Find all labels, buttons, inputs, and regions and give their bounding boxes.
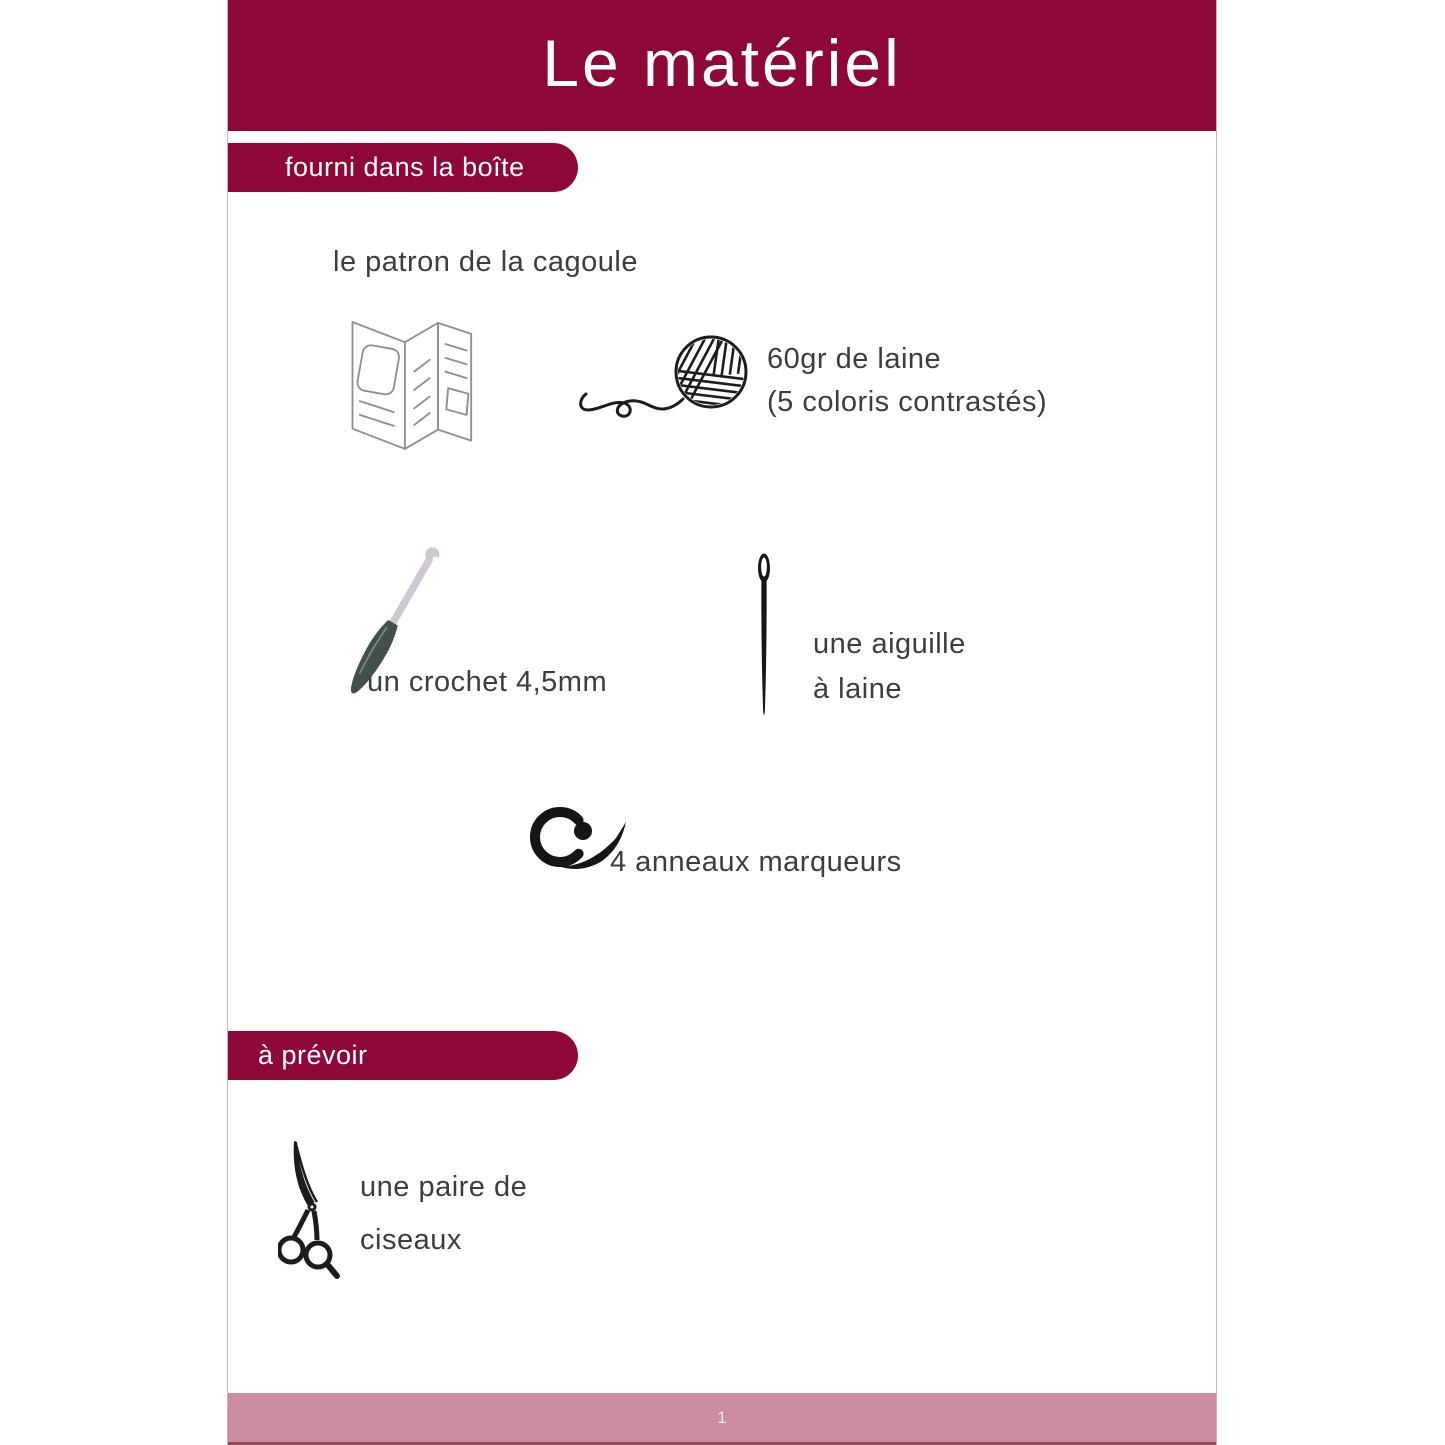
page-header <box>228 0 1216 131</box>
document-page <box>227 0 1217 1445</box>
scissors-label <box>360 1161 527 1267</box>
yarn-label <box>767 338 1047 424</box>
needle-label-line2: à laine <box>813 673 902 705</box>
scissors-label-line1: une paire de <box>360 1171 528 1203</box>
page-footer <box>228 1393 1216 1445</box>
scissors-icon <box>278 1138 358 1283</box>
yarn-label-line2: (5 coloris contrastés) <box>767 386 1048 418</box>
yarn-ball-icon <box>578 330 763 430</box>
page-number: 1 <box>717 1407 727 1427</box>
wool-needle-icon <box>752 552 776 718</box>
needle-label-line1: une aiguille <box>813 628 966 660</box>
needle-label <box>813 622 966 712</box>
markers-label: 4 anneaux marqueurs <box>610 846 902 878</box>
hook-label: un crochet 4,5mm <box>367 666 608 698</box>
trifold-pattern-icon <box>335 304 473 454</box>
yarn-label-line1: 60gr de laine <box>767 343 942 375</box>
scissors-label-line2: ciseaux <box>360 1224 462 1256</box>
section-badge-provided <box>228 143 578 192</box>
section-badge-label: à prévoir <box>258 1040 368 1070</box>
section-badge-to-provide <box>228 1031 578 1080</box>
pattern-label: le patron de la cagoule <box>333 246 638 278</box>
section-badge-label: fourni dans la boîte <box>285 152 525 182</box>
page-title: Le matériel <box>542 25 902 100</box>
